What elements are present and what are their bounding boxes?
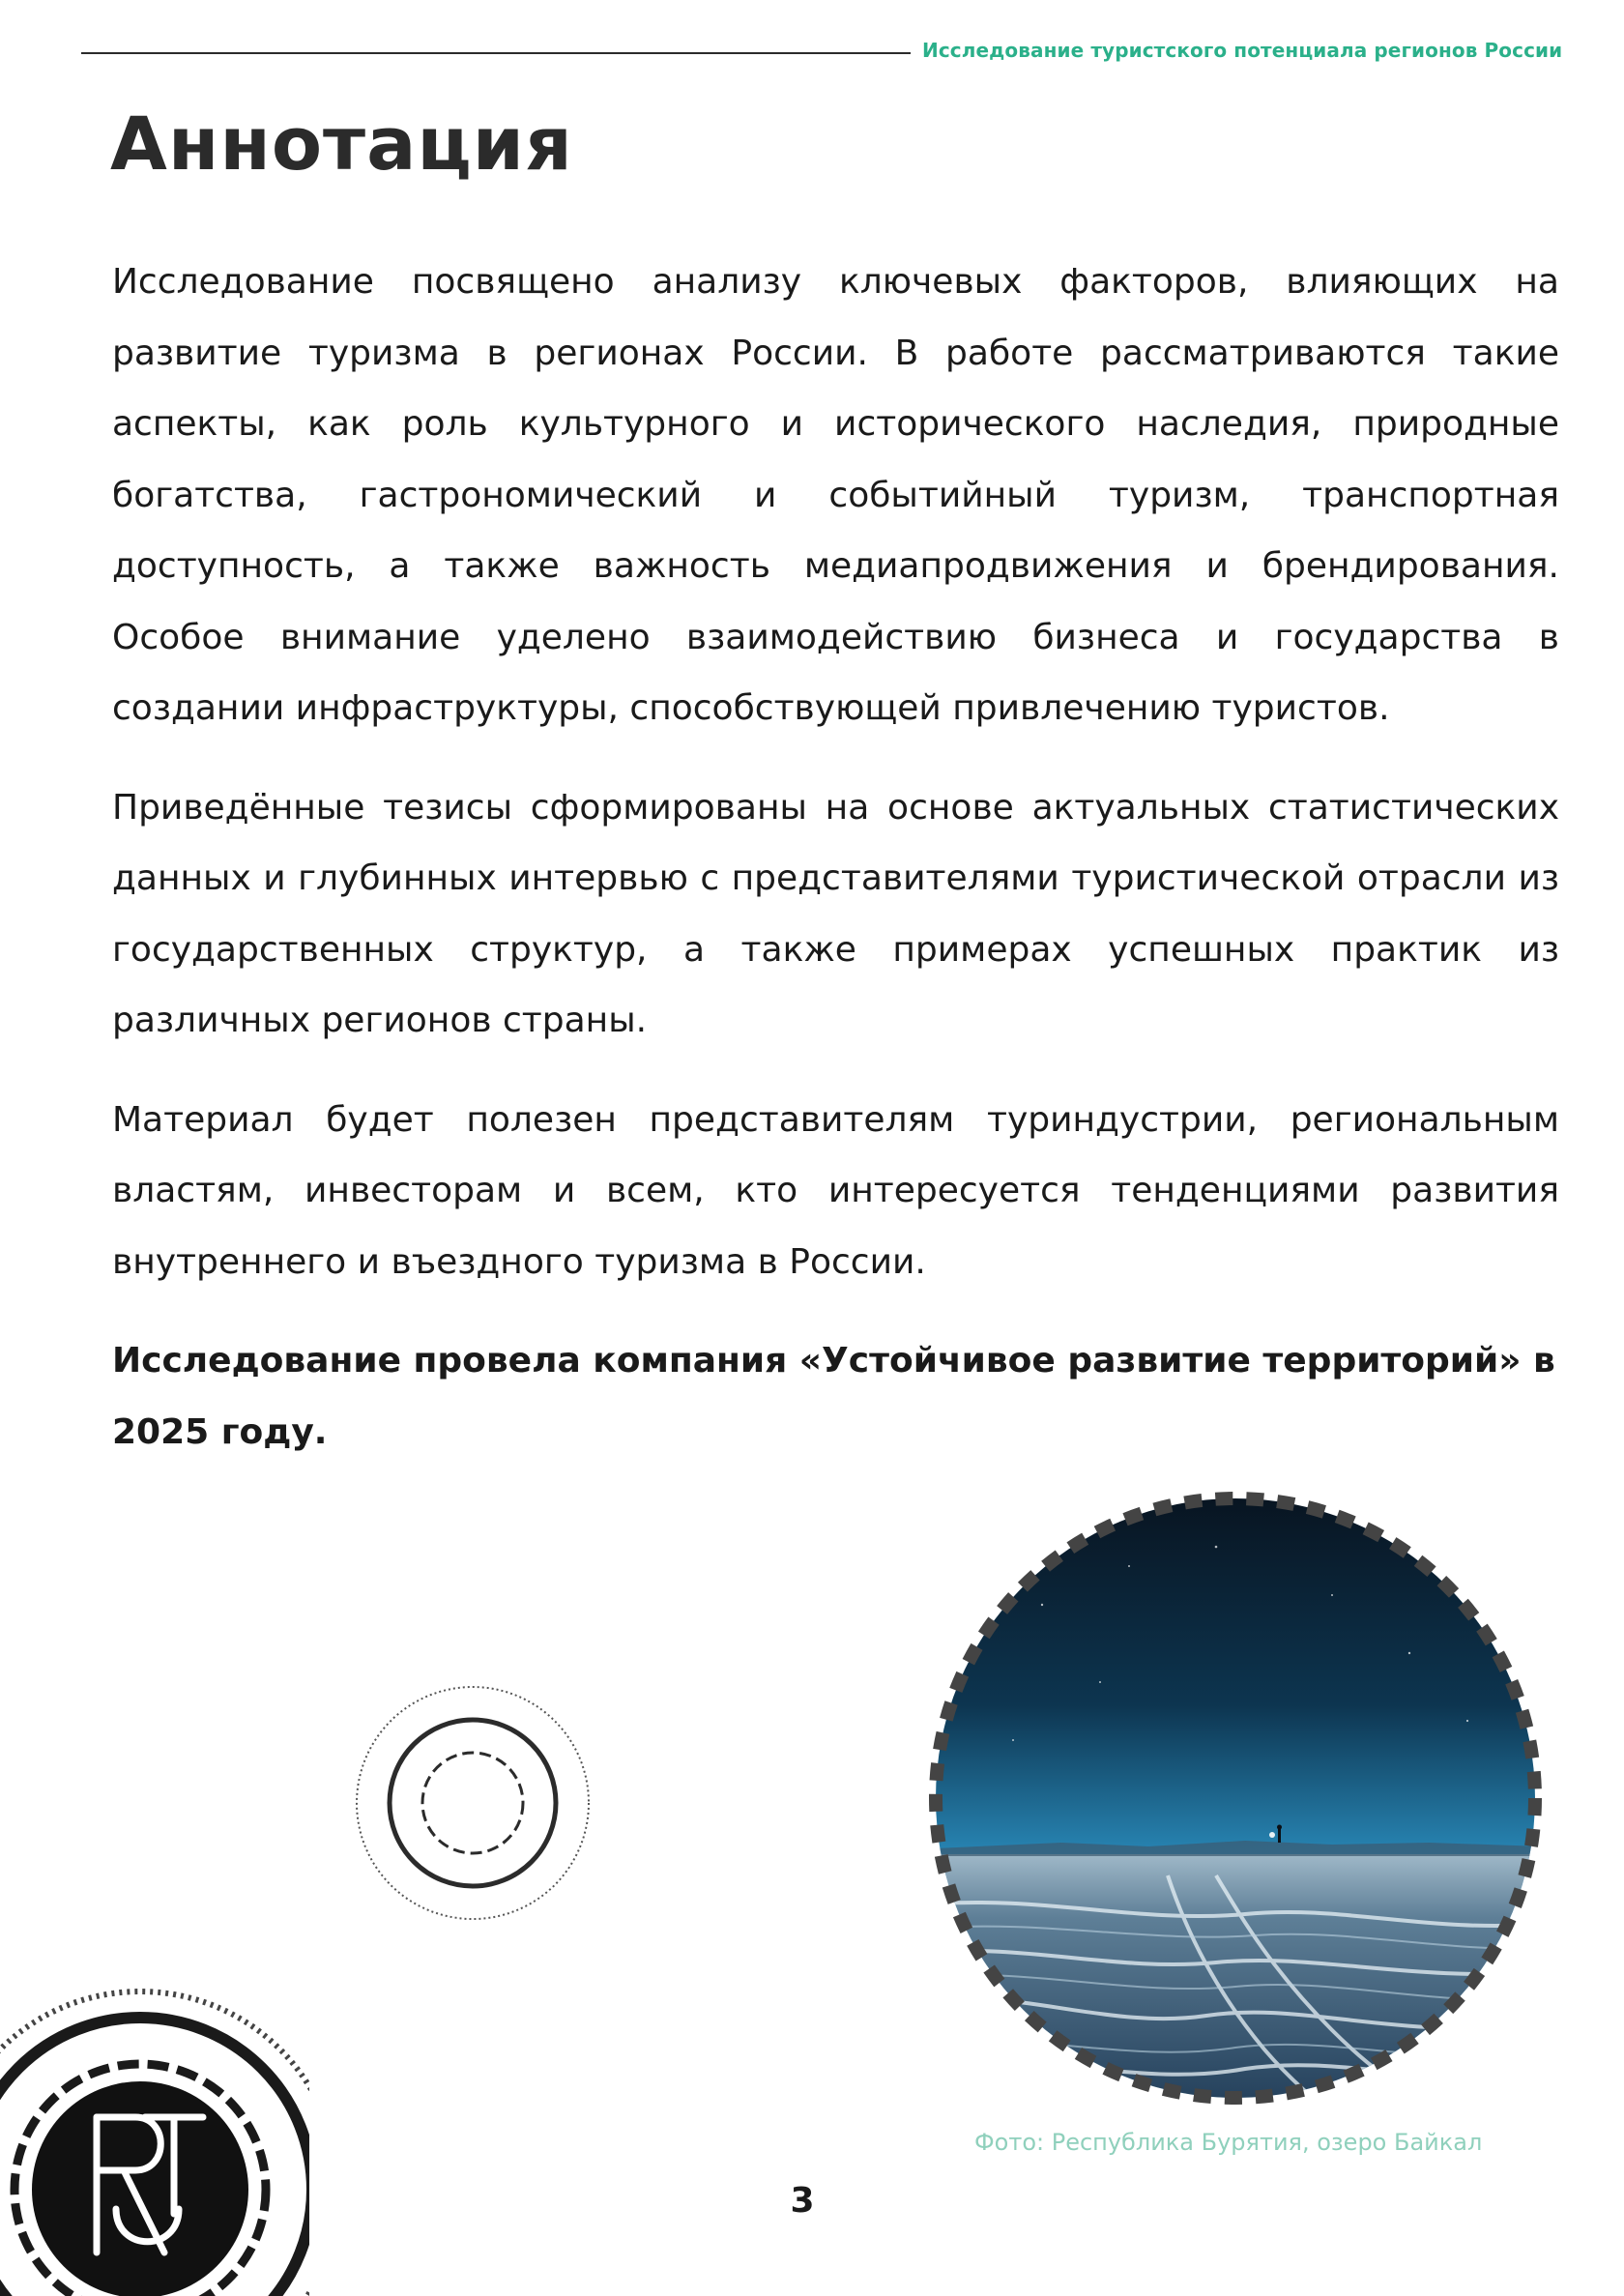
page-title: Аннотация bbox=[110, 101, 573, 187]
conclusion-paragraph: Исследование провела компания «Устойчивое развитие территорий» в 2025 году. bbox=[112, 1341, 1555, 1452]
company-logo bbox=[0, 1972, 309, 2296]
photo-caption: Фото: Республика Бурятия, озеро Байкал bbox=[974, 2129, 1483, 2156]
annotation-body bbox=[112, 247, 1559, 1496]
decorative-circles bbox=[354, 1684, 592, 1922]
photo-image bbox=[926, 1489, 1545, 2107]
paragraph-2: Приведённые тезисы сформированы на основе актуальных статистических данных и глубинных интервью с представителями туристической отрасли из государственных структур, а также примерах успешных практик из различных регионов страны. bbox=[112, 787, 1559, 1040]
paragraph-1: Исследование посвящено анализу ключевых факторов, влияющих на развитие туризма в регионах России. В работе рассматриваются такие аспекты, как роль культурного и исторического наследия, природные богатства, гастрономический и событийный туризм, транспортная доступность, а также важность медиапродвижения и брендирования. Особое внимание уделено взаимодействию бизнеса и государства в создании инфраструктуры, способствующей привлечению туристов. bbox=[112, 262, 1559, 728]
page-number: 3 bbox=[790, 2181, 815, 2221]
paragraph-3: Материал будет полезен представителям туриндустрии, региональным властям, инвесторам и всем, кто интересуется тенденциями развития внутреннего и въездного туризма в России. bbox=[112, 1099, 1559, 1282]
photo-baikal bbox=[926, 1489, 1545, 2107]
running-header: Исследование туристского потенциала регионов России bbox=[922, 39, 1563, 62]
header-rule bbox=[81, 52, 911, 54]
